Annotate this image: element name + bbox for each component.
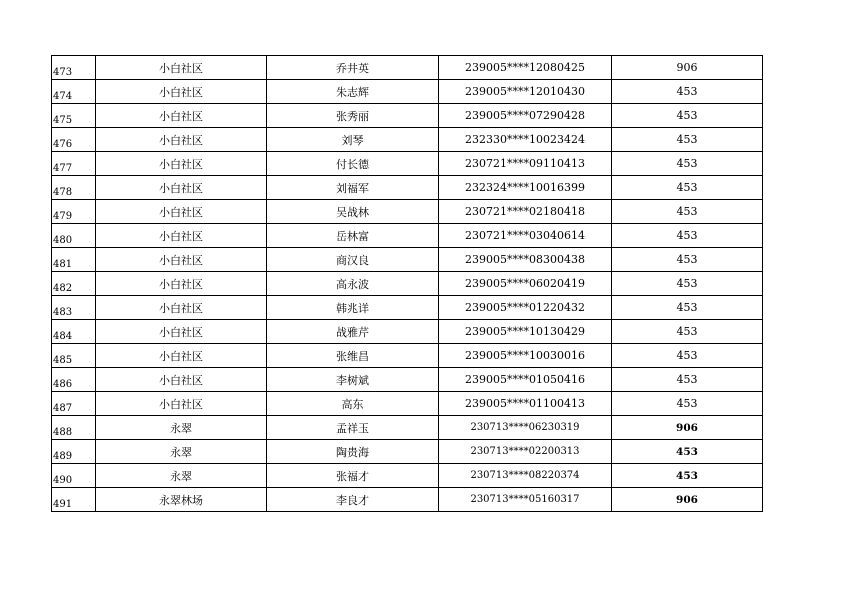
community-cell: 小白社区: [96, 368, 267, 392]
amount-cell: 453: [612, 296, 763, 320]
name-cell: 张福才: [267, 464, 439, 488]
row-number: 482: [52, 272, 96, 296]
amount-cell: 453: [612, 464, 763, 488]
table-row: [52, 488, 763, 512]
row-number: 485: [52, 344, 96, 368]
row-number: 486: [52, 368, 96, 392]
amount-cell: 453: [612, 344, 763, 368]
row-number: 477: [52, 152, 96, 176]
name-cell: 战雅芹: [267, 320, 439, 344]
id-number-cell: 230721****03040614: [439, 224, 612, 248]
table-row: [52, 200, 763, 224]
id-number-cell: 239005****12080425: [439, 56, 612, 80]
name-cell: 刘琴: [267, 128, 439, 152]
amount-cell: 453: [612, 104, 763, 128]
community-cell: 小白社区: [96, 320, 267, 344]
row-number: 483: [52, 296, 96, 320]
table-row: [52, 368, 763, 392]
row-number: 491: [52, 488, 96, 512]
amount-cell: 453: [612, 200, 763, 224]
row-number: 476: [52, 128, 96, 152]
table-row: [52, 56, 763, 80]
table-row: [52, 296, 763, 320]
data-table: [51, 55, 763, 512]
community-cell: 小白社区: [96, 200, 267, 224]
id-number-cell: 239005****01220432: [439, 296, 612, 320]
amount-cell: 453: [612, 80, 763, 104]
id-number-cell: 239005****10030016: [439, 344, 612, 368]
name-cell: 高永波: [267, 272, 439, 296]
name-cell: 李良才: [267, 488, 439, 512]
name-cell: 张维昌: [267, 344, 439, 368]
table-row: [52, 272, 763, 296]
table-row: [52, 464, 763, 488]
row-number: 474: [52, 80, 96, 104]
id-number-cell: 230721****02180418: [439, 200, 612, 224]
table-row: [52, 344, 763, 368]
amount-cell: 453: [612, 152, 763, 176]
amount-cell: 906: [612, 488, 763, 512]
table-row: [52, 128, 763, 152]
table-row: [52, 104, 763, 128]
amount-cell: 906: [612, 416, 763, 440]
community-cell: 小白社区: [96, 344, 267, 368]
community-cell: 小白社区: [96, 296, 267, 320]
name-cell: 岳林富: [267, 224, 439, 248]
id-number-cell: 230713****08220374: [439, 464, 612, 488]
community-cell: 小白社区: [96, 248, 267, 272]
id-number-cell: 232324****10016399: [439, 176, 612, 200]
community-cell: 小白社区: [96, 224, 267, 248]
id-number-cell: 239005****06020419: [439, 272, 612, 296]
community-cell: 永翠: [96, 464, 267, 488]
id-number-cell: 239005****07290428: [439, 104, 612, 128]
community-cell: 小白社区: [96, 272, 267, 296]
name-cell: 张秀丽: [267, 104, 439, 128]
name-cell: 韩兆详: [267, 296, 439, 320]
table-row: [52, 320, 763, 344]
table-row: [52, 392, 763, 416]
name-cell: 商汉良: [267, 248, 439, 272]
community-cell: 小白社区: [96, 392, 267, 416]
amount-cell: 453: [612, 128, 763, 152]
amount-cell: 453: [612, 368, 763, 392]
amount-cell: 453: [612, 440, 763, 464]
community-cell: 永翠林场: [96, 488, 267, 512]
community-cell: 小白社区: [96, 176, 267, 200]
id-number-cell: 239005****01100413: [439, 392, 612, 416]
name-cell: 李树斌: [267, 368, 439, 392]
name-cell: 吴战林: [267, 200, 439, 224]
id-number-cell: 230721****09110413: [439, 152, 612, 176]
id-number-cell: 230713****06230319: [439, 416, 612, 440]
amount-cell: 453: [612, 248, 763, 272]
community-cell: 小白社区: [96, 80, 267, 104]
row-number: 481: [52, 248, 96, 272]
community-cell: 小白社区: [96, 152, 267, 176]
amount-cell: 453: [612, 272, 763, 296]
community-cell: 小白社区: [96, 56, 267, 80]
name-cell: 高东: [267, 392, 439, 416]
community-cell: 小白社区: [96, 104, 267, 128]
community-cell: 永翠: [96, 416, 267, 440]
name-cell: 刘福军: [267, 176, 439, 200]
row-number: 473: [52, 56, 96, 80]
community-cell: 永翠: [96, 440, 267, 464]
table-row: [52, 440, 763, 464]
row-number: 478: [52, 176, 96, 200]
id-number-cell: 239005****10130429: [439, 320, 612, 344]
name-cell: 孟祥玉: [267, 416, 439, 440]
id-number-cell: 239005****08300438: [439, 248, 612, 272]
name-cell: 朱志辉: [267, 80, 439, 104]
name-cell: 付长德: [267, 152, 439, 176]
id-number-cell: 232330****10023424: [439, 128, 612, 152]
amount-cell: 453: [612, 320, 763, 344]
name-cell: 乔井英: [267, 56, 439, 80]
id-number-cell: 230713****05160317: [439, 488, 612, 512]
row-number: 487: [52, 392, 96, 416]
row-number: 489: [52, 440, 96, 464]
row-number: 475: [52, 104, 96, 128]
amount-cell: 453: [612, 392, 763, 416]
row-number: 484: [52, 320, 96, 344]
community-cell: 小白社区: [96, 128, 267, 152]
table-row: [52, 176, 763, 200]
table-row: [52, 248, 763, 272]
row-number: 479: [52, 200, 96, 224]
table-row: [52, 152, 763, 176]
id-number-cell: 239005****12010430: [439, 80, 612, 104]
id-number-cell: 230713****02200313: [439, 440, 612, 464]
spreadsheet-page: [51, 55, 763, 512]
row-number: 480: [52, 224, 96, 248]
row-number: 488: [52, 416, 96, 440]
table-row: [52, 416, 763, 440]
table-row: [52, 224, 763, 248]
amount-cell: 453: [612, 176, 763, 200]
table-row: [52, 80, 763, 104]
name-cell: 陶贵海: [267, 440, 439, 464]
id-number-cell: 239005****01050416: [439, 368, 612, 392]
row-number: 490: [52, 464, 96, 488]
amount-cell: 906: [612, 56, 763, 80]
amount-cell: 453: [612, 224, 763, 248]
